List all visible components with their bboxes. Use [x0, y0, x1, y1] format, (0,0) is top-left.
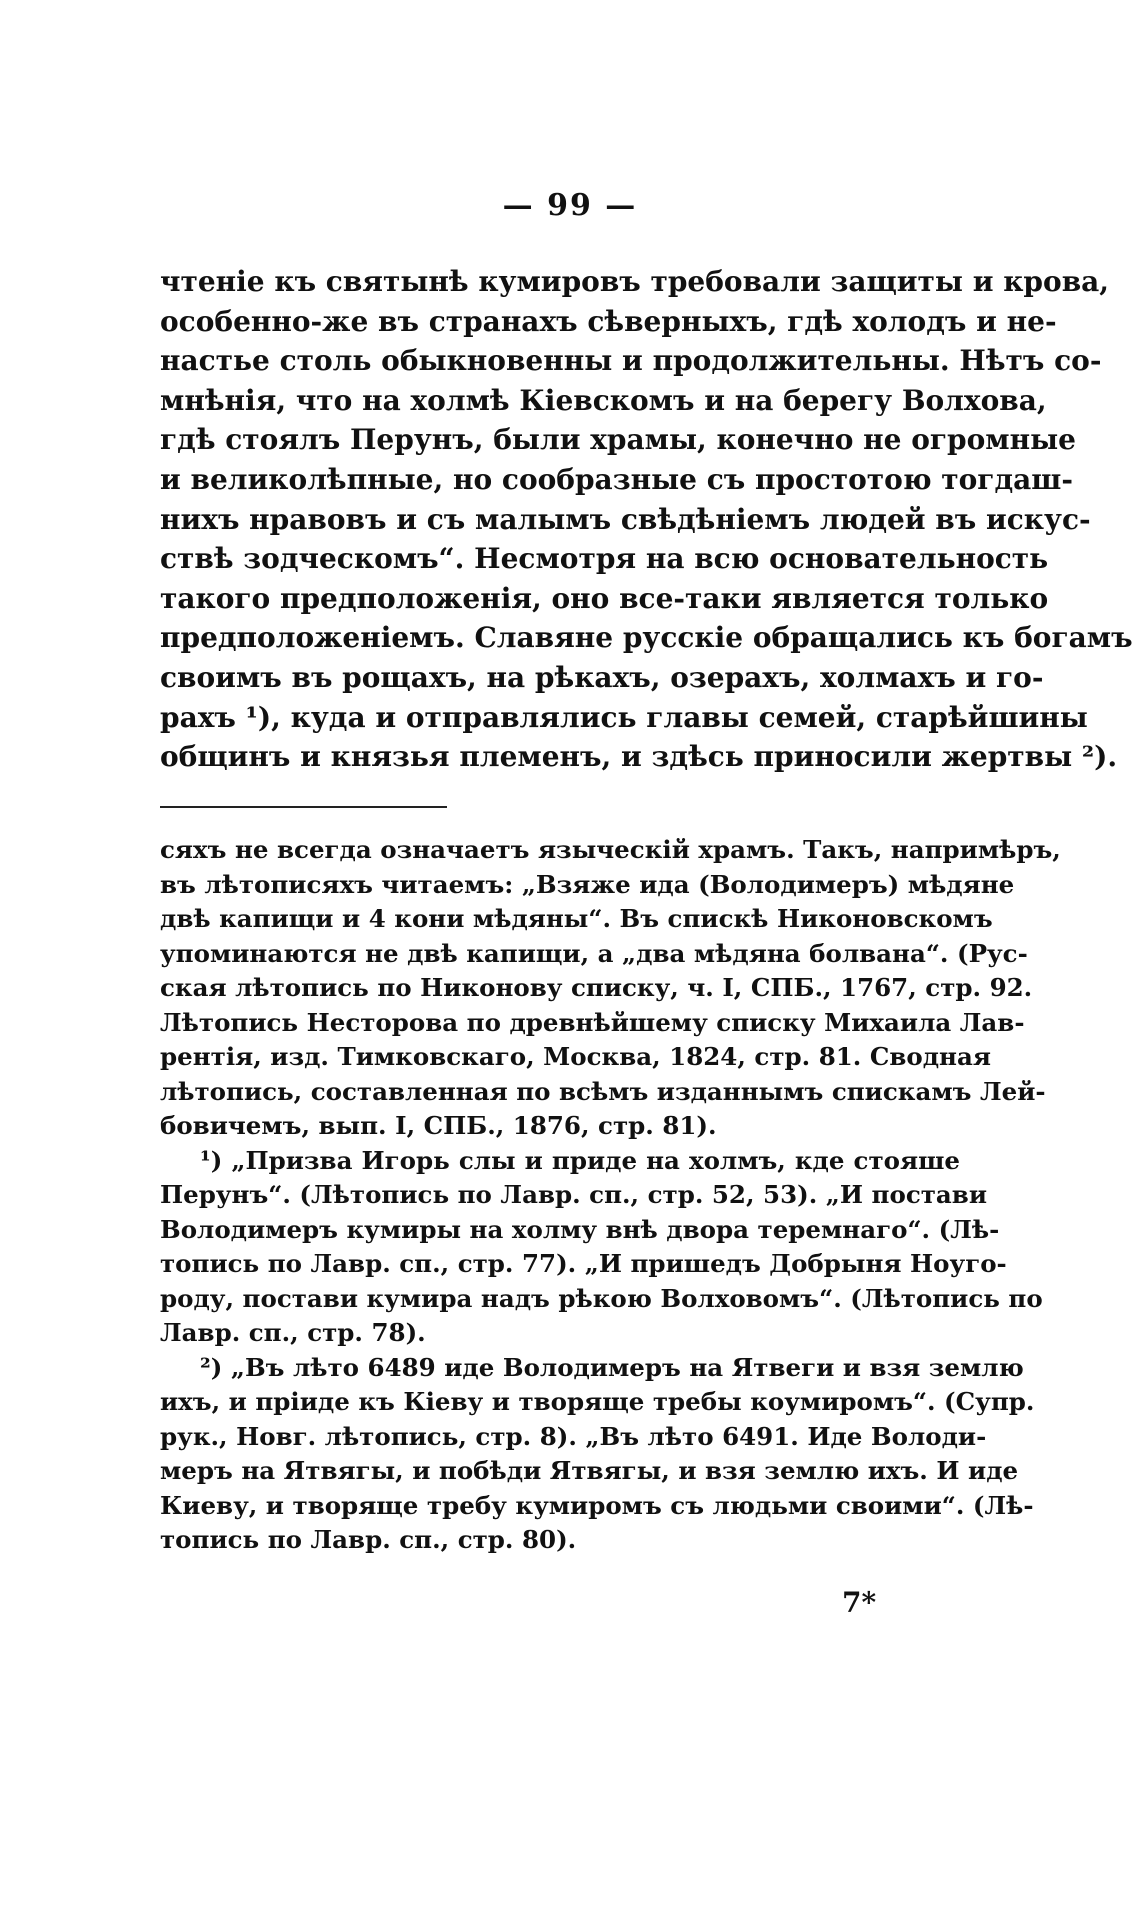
footnote-line: въ лѣтописяхъ читаемъ: „Взяже ида (Володимеръ) мѣдяне [160, 869, 1015, 899]
footnote-line: ская лѣтопись по Никонову списку, ч. I, СПБ., 1767, стр. 92. [160, 973, 1033, 1002]
text-line: мнѣнія, что на холмѣ Кіевскомъ и на берегу Волхова, [160, 383, 1047, 417]
text-line: предположеніемъ. Славяне русскіе обращались къ богамъ [160, 621, 1133, 655]
text-line: рахъ ¹), куда и отправлялись главы семей, старѣйшины [160, 700, 1088, 734]
text-line: чтеніе къ святынѣ кумировъ требовали защиты и крова, [160, 265, 1110, 298]
footnote-line: Володимеръ кумиры на холму внѣ двора теремнаго“. (Лѣ- [160, 1214, 1000, 1244]
footnote-line: ¹) „Призва Игорь слы и приде на холмъ, кде стояше [200, 1145, 960, 1175]
footnote-line: рук., Новг. лѣтопись, стр. 8). „Въ лѣто 6491. Иде Володи- [160, 1421, 987, 1451]
footnote-line: лѣтопись, составленная по всѣмъ изданнымъ спискамъ Лей- [160, 1076, 1046, 1106]
footnote-line: сяхъ не всегда означаетъ языческій храмъ. Такъ, напримѣръ, [160, 835, 1061, 864]
footnote-line: топись по Лавр. сп., стр. 80). [160, 1525, 577, 1554]
footnote-line: рентія, изд. Тимковскаго, Москва, 1824, стр. 81. Сводная [160, 1042, 991, 1071]
text-line: и великолѣпные, но сообразные съ простотою тогдаш- [160, 462, 1073, 496]
footnote-line: топись по Лавр. сп., стр. 77). „И пришедъ Добрыня Ноуго- [160, 1249, 1007, 1278]
signature-mark: 7* [842, 1586, 877, 1619]
text-line: нихъ нравовъ и съ малымъ свѣдѣніемъ людей въ искус- [160, 502, 1091, 536]
footnote-line: Лѣтопись Несторова по древнѣйшему списку Михаила Лав- [160, 1007, 1025, 1037]
text-line: настье столь обыкновенны и продолжительны. Нѣтъ со- [160, 344, 1102, 378]
footnote-line: ихъ, и пріиде къ Кіеву и творяще требы коумиромъ“. (Супр. [160, 1387, 1035, 1416]
footnote-line: двѣ капищи и 4 кони мѣдяны“. Въ спискѣ Никоновскомъ [160, 904, 993, 933]
footnote-line: упоминаются не двѣ капищи, а „два мѣдяна болвана“. (Рус- [160, 938, 1028, 968]
footnote-line: ²) „Въ лѣто 6489 иде Володимеръ на Ятвеги и взя землю [200, 1352, 1024, 1382]
text-line: своимъ въ рощахъ, на рѣкахъ, озерахъ, холмахъ и го- [160, 660, 1044, 694]
text-line: гдѣ стоялъ Перунъ, были храмы, конечно не огромные [160, 423, 1076, 457]
text-line: такого предположенія, оно все-таки является только [160, 581, 1049, 615]
footnote-line: Лавр. сп., стр. 78). [160, 1318, 426, 1347]
footnote-line: роду, постави кумира надъ рѣкою Волховомъ“. (Лѣтопись по [160, 1283, 1043, 1313]
page-number: — 99 — [502, 188, 638, 223]
main-text [160, 262, 1133, 777]
footnote-separator [160, 806, 447, 808]
text-line: общинъ и князья племенъ, и здѣсь приносили жертвы ²). [160, 740, 1118, 774]
footnote-line: Киеву, и творяще требу кумиромъ съ людьми своими“. (Лѣ- [160, 1490, 1034, 1520]
footnote-line: бовичемъ, вып. I, СПБ., 1876, стр. 81). [160, 1111, 717, 1140]
footnotes [160, 833, 1061, 1558]
text-line: особенно-же въ странахъ сѣверныхъ, гдѣ холодъ и не- [160, 304, 1057, 338]
footnote-line: Перунъ“. (Лѣтопись по Лавр. сп., стр. 52, 53). „И постави [160, 1180, 987, 1209]
footnote-line: меръ на Ятвягы, и побѣди Ятвягы, и взя землю ихъ. И иде [160, 1456, 1019, 1485]
text-line: ствѣ зодческомъ“. Несмотря на всю основательность [160, 542, 1049, 576]
